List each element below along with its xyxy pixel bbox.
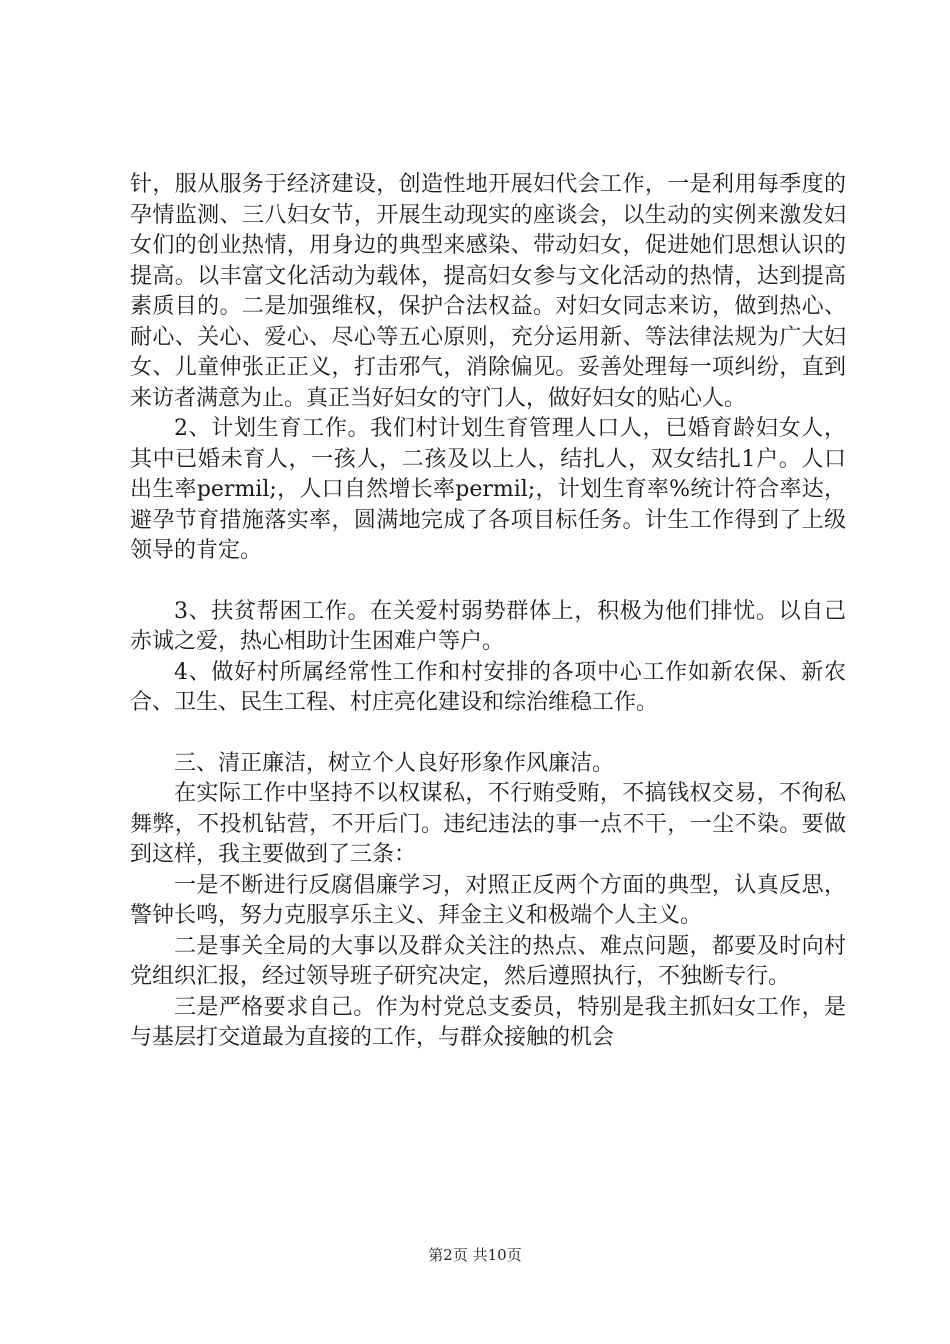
paragraph-family-planning: 2、计划生育工作。我们村计划生育管理人口人，已婚育龄妇女人，其中已婚未育人，一孩人，二孩及以上人，结扎人，双女结扎1户。人口出生率permil;，人口自然增长率permil;，计划生育率%统计符合率达，避孕节育措施落实率，圆满地完成了各项目标任务。计生工作得到了上级领导的肯定。	[130, 416, 846, 563]
page-number-footer: 第2页 共10页	[428, 1246, 522, 1264]
paragraph-routine-work: 4、做好村所属经常性工作和村安排的各项中心工作如新农保、新农合、卫生、民生工程、村庄亮化建设和综治维稳工作。	[130, 659, 846, 715]
section-heading-integrity: 三、清正廉洁，树立个人良好形象作风廉洁。	[174, 750, 615, 776]
paragraph-women-work-continued: 针，服从服务于经济建设，创造性地开展妇代会工作，一是利用每季度的孕情监测、三八妇女节，开展生动现实的座谈会，以生动的实例来激发妇女们的创业热情，用身边的典型来感染、带动妇女，促进她们思想认识的提高。以丰富文化活动为载体，提高妇女参与文化活动的热情，达到提高素质目的。二是加强维权，保护合法权益。对妇女同志来访，做到热心、耐心、关心、爱心、尽心等五心原则，充分运用新、等法律法规为广大妇女、儿童伸张正正义，打击邪气，消除偏见。妥善处理每一项纠纷，直到来访者满意为止。真正当好妇女的守门人，做好妇女的贴心人。	[130, 172, 846, 411]
paragraph-point-one: 一是不断进行反腐倡廉学习，对照正反两个方面的典型，认真反思，警钟长鸣，努力克服享乐主义、拜金主义和极端个人主义。	[130, 872, 846, 928]
paragraph-point-three: 三是严格要求自己。作为村党总支委员，特别是我主抓妇女工作，是与基层打交道最为直接的工作，与群众接触的机会	[130, 994, 846, 1050]
document-body	[130, 170, 846, 1054]
paragraph-integrity-practice: 在实际工作中坚持不以权谋私，不行贿受贿，不搞钱权交易，不徇私舞弊，不投机钻营，不开后门。违纪违法的事一点不干，一尘不染。要做到这样，我主要做到了三条：	[130, 781, 846, 867]
paragraph-poverty-relief: 3、扶贫帮困工作。在关爱村弱势群体上，积极为他们排忧。以自己赤诚之爱，热心相助计生困难户等户。	[130, 598, 846, 654]
paragraph-point-two: 二是事关全局的大事以及群众关注的热点、难点问题，都要及时向村党组织汇报，经过领导班子研究决定，然后遵照执行，不独断专行。	[130, 933, 846, 989]
